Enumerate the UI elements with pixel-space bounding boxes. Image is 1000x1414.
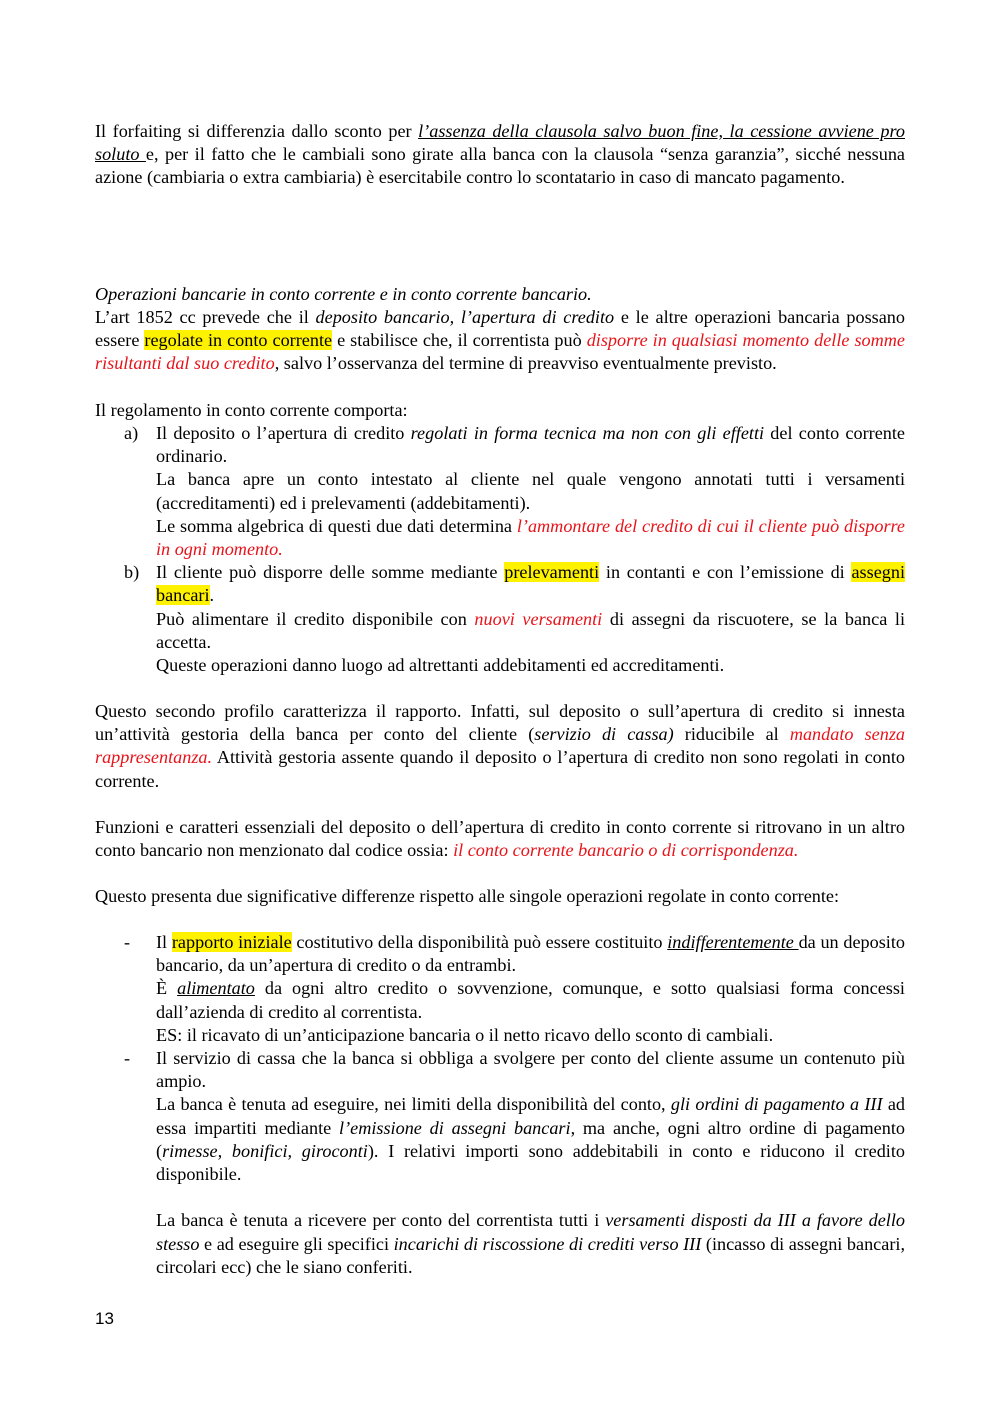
italic-text: servizio di cassa): [534, 724, 674, 745]
italic-text: gli ordini di pagamento a III: [670, 1094, 883, 1115]
red-italic-text: il conto corrente bancario o di corrispondenza.: [453, 840, 799, 861]
text-run: in contanti e con l’emissione di: [599, 562, 852, 583]
text-run: Il forfaiting si differenzia dallo sconto per: [95, 121, 419, 141]
text-run: (incasso di assegni bancari, circolari ecc) che le siano conferiti.: [156, 1233, 905, 1277]
heading-text: Operazioni bancarie in conto corrente e in conto corrente bancario.: [95, 284, 592, 304]
italic-text: deposito bancario, l’apertura di credito: [315, 307, 615, 327]
text-run: e le altre operazioni bancaria possano essere: [95, 307, 905, 351]
italic-text: versamenti disposti da III a favore dello stesso: [156, 1210, 905, 1254]
italic-text: incarichi di riscossione di crediti verso III: [393, 1233, 702, 1254]
highlighted-text: assegni bancari: [156, 562, 906, 606]
text-run: Il servizio di cassa che la banca si obbliga a svolgere per conto del cliente assume un contenuto più ampio.: [156, 1048, 905, 1092]
text-run: ad essa impartiti mediante: [156, 1094, 905, 1138]
text-run: Attività gestoria assente quando il deposito o l’apertura di credito non sono regolati in conto corrente.: [95, 747, 905, 791]
highlighted-text: rapporto iniziale: [171, 932, 292, 952]
paragraph-regolamento: [95, 399, 905, 422]
text-run: Questo secondo profilo caratterizza il rapporto. Infatti, sul deposito o sull’apertura di credito si innesta un’attività gestoria della banca per conto del cliente (: [95, 701, 905, 745]
text-run: Le somma algebrica di questi due dati determina: [156, 515, 517, 536]
highlighted-text: prelevamenti: [504, 562, 600, 583]
text-run: L’art 1852 cc prevede che il: [95, 307, 316, 327]
underlined-italic-text: alimentato: [177, 978, 255, 999]
paragraph-funzioni: [95, 816, 905, 862]
paragraph-secondo-profilo: [95, 700, 905, 793]
list-marker: -: [124, 932, 131, 952]
text-run: , ma anche, ogni altro ordine di pagamento (: [156, 1117, 905, 1161]
text-run: Può alimentare il credito disponibile con: [156, 608, 475, 629]
red-italic-text: disporre in qualsiasi momento delle somme risultanti dal suo credito: [95, 330, 905, 374]
paragraph-differenze: [95, 885, 905, 908]
text-run: Il: [156, 932, 172, 952]
text-run: Queste operazioni danno luogo ad altrettanti addebitamenti ed accreditamenti.: [156, 655, 725, 676]
text-run: La banca è tenuta a ricevere per conto del correntista tutti i: [156, 1210, 606, 1231]
list-marker: -: [124, 1048, 131, 1069]
list-item-rapporto-iniziale: [95, 931, 905, 1047]
text-run: Il cliente può disporre delle somme mediante: [156, 562, 505, 583]
list-regolamento: [95, 422, 905, 677]
paragraph-forfaiting: [95, 120, 905, 190]
paragraph-art-1852: [95, 306, 905, 376]
red-italic-text: l’ammontare del credito di cui il cliente può disporre in ogni momento.: [156, 515, 906, 560]
underlined-italic-text: l’assenza della clausola salvo buon fine, la cessione avviene pro soluto: [95, 121, 905, 165]
list-marker: b): [124, 562, 140, 583]
list-item-a: [95, 422, 905, 561]
red-italic-text: mandato senza rappresentanza.: [95, 724, 906, 768]
text-run: La banca apre un conto intestato al cliente nel quale vengono annotati tutti i versamenti (accreditamenti) ed i prelevamenti (addebitamenti).: [156, 469, 905, 513]
highlighted-text: regolate in conto corrente: [144, 330, 333, 351]
text-run: del conto corrente ordinario.: [156, 423, 906, 467]
red-italic-text: nuovi versamenti: [474, 608, 603, 629]
text-run: costitutivo della disponibilità può essere costituito: [291, 932, 668, 952]
text-run: di assegni da riscuotere, se la banca li accetta.: [156, 608, 905, 652]
text-run: riducibile al: [673, 724, 790, 745]
text-run: da ogni altro credito o sovvenzione, comunque, e sotto qualsiasi forma concessi dall’azienda di credito al correntista.: [156, 978, 905, 1022]
list-item-b: [95, 561, 905, 677]
page-number: 13: [95, 1309, 114, 1328]
text-run: e stabilisce che, il correntista può: [332, 330, 587, 351]
italic-text: l’emissione di assegni bancari: [339, 1117, 571, 1138]
text-run: Il regolamento in conto corrente comporta:: [95, 400, 408, 420]
underlined-italic-text: indifferentemente: [667, 932, 799, 952]
section-heading: [95, 283, 905, 306]
text-run: , salvo l’osservanza del termine di preavviso eventualmente previsto.: [274, 353, 777, 374]
text-run: da un deposito bancario, da un’apertura di credito o da entrambi.: [156, 932, 905, 976]
text-run: e ad eseguire gli specifici: [199, 1233, 394, 1254]
text-run: ES: il ricavato di un’anticipazione bancaria o il netto ricavo dello sconto di cambiali.: [156, 1024, 774, 1045]
italic-text: regolati in forma tecnica ma non con gli effetti: [410, 423, 765, 443]
list-differenze: [95, 931, 905, 1279]
italic-text: rimesse, bonifici, giroconti: [162, 1140, 368, 1161]
text-run: .: [209, 585, 215, 606]
list-item-servizio-cassa: [95, 1047, 905, 1279]
text-run: Questo presenta due significative differenze rispetto alle singole operazioni regolate in conto corrente:: [95, 886, 840, 906]
text-run: ). I relativi importi sono addebitabili in conto e riducono il credito disponibile.: [156, 1140, 905, 1185]
text-run: La banca è tenuta ad eseguire, nei limiti della disponibilità del conto,: [156, 1094, 671, 1115]
text-run: Funzioni e caratteri essenziali del deposito o dell’apertura di credito in conto corrente si ritrovano in un altro conto bancario non menzionato dal codice ossia:: [95, 817, 905, 861]
list-marker: a): [124, 423, 139, 443]
text-run: È: [156, 978, 178, 999]
text-run: Il deposito o l’apertura di credito: [156, 423, 411, 443]
text-run: e, per il fatto che le cambiali sono girate alla banca con la clausola “senza garanzia”, sicché nessuna azione (cambiaria o extra cambiaria) è esercitabile contro lo scontatario in caso di mancato pagamento.: [95, 144, 905, 188]
